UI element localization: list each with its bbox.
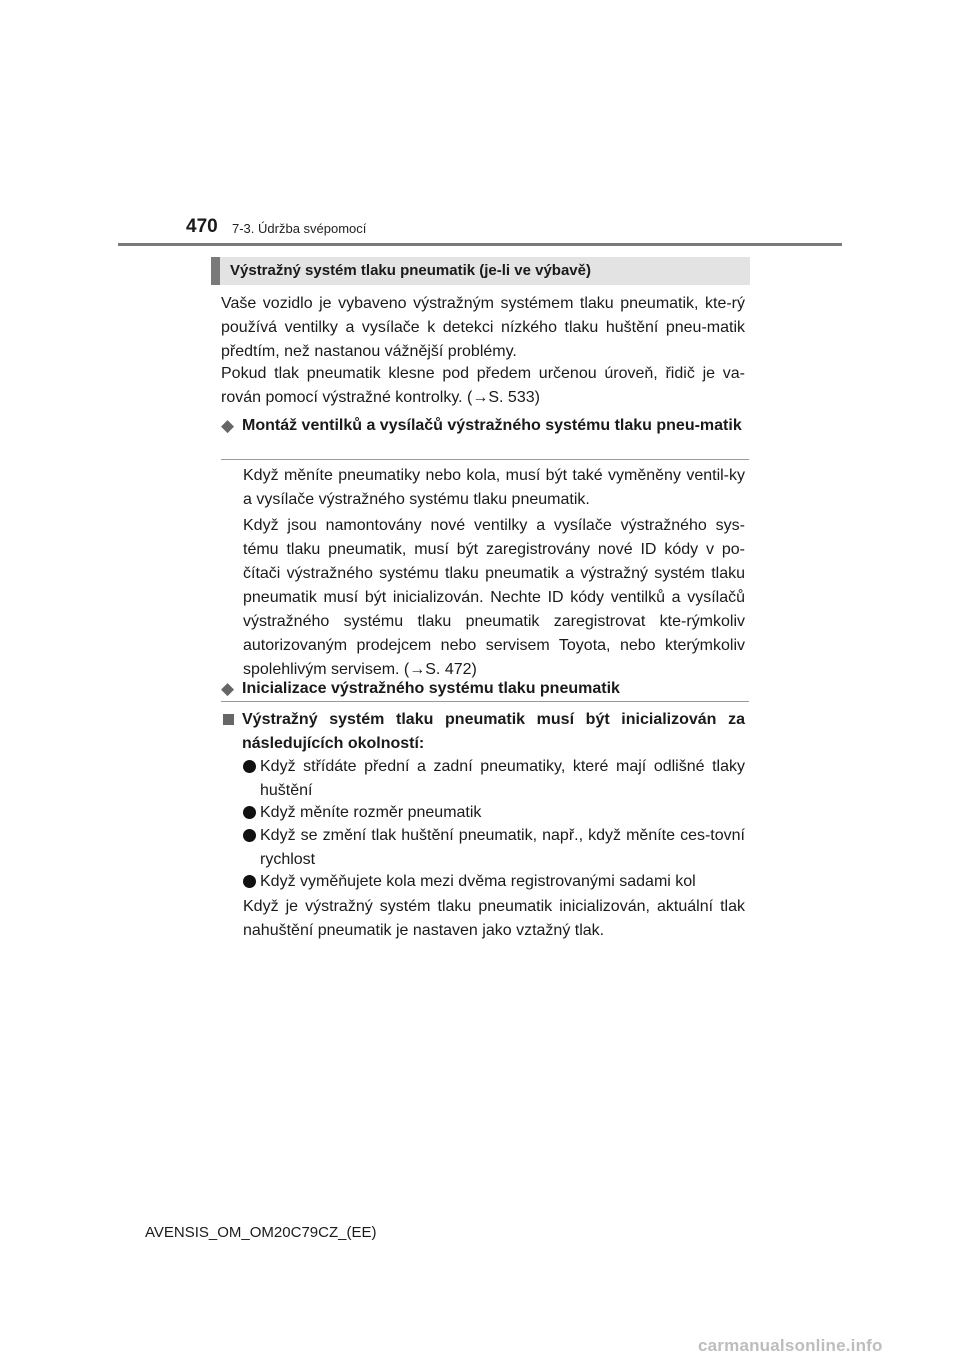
doc-code: AVENSIS_OM_OM20C79CZ_(EE) [145, 1224, 377, 1241]
intro-paragraph-1: Vaše vozidlo je vybaveno výstražným systémem tlaku pneumatik, kte-rý používá ventilky a vysílače k detekci nízkého tlaku huštění pneu-matik předtím, než nastanou vážnější problémy. [221, 295, 745, 360]
init-subheading-text: Výstražný systém tlaku pneumatik musí být inicializován za následujících okolností: [242, 711, 745, 752]
list-item-text: Když vyměňujete kola mezi dvěma registrovanými sadami kol [260, 873, 696, 890]
init-heading [221, 677, 745, 701]
list-item [243, 755, 745, 803]
section-title: 7-3. Údržba svépomocí [232, 221, 367, 236]
init-final-paragraph: Když je výstražný systém tlaku pneumatik inicializován, aktuální tlak nahuštění pneumatik je nastaven jako vztažný tlak. [243, 898, 745, 939]
page-number: 470 [186, 216, 218, 237]
bullet-dot-icon [243, 760, 256, 773]
header-rule [118, 243, 842, 246]
list-item [243, 801, 745, 825]
bullet-dot-icon [243, 875, 256, 888]
box-title: Výstražný systém tlaku pneumatik (je-li ve výbavě) [211, 257, 750, 285]
divider [221, 701, 749, 702]
bullet-dot-icon [243, 806, 256, 819]
diamond-icon: ◆ [221, 679, 235, 698]
list-item-text: Když se změní tlak huštění pneumatik, např., když měníte ces-tovní rychlost [260, 827, 745, 868]
mount-paragraph-2: Když jsou namontovány nové ventilky a vysílače výstražného sys-tému tlaku pneumatik, musí být zaregistrovány nové ID kódy v po-čítači výstražného systému tlaku pneumatik a výstražný systém tlaku pneumatik musí být inicializován. Nechte ID kódy ventilků a vysílačů výstražného systému tlaku pneumatik zaregistrovat kte-rýmkoliv autorizovaným prodejcem nebo servisem Toyota, nebo kterýmkoliv spolehlivým servisem. (→S. 472) [243, 517, 745, 678]
divider [221, 459, 749, 460]
mount-heading-text: Montáž ventilků a vysílačů výstražného systému tlaku pneu-matik [242, 417, 742, 434]
bullet-dot-icon [243, 829, 256, 842]
mount-heading [221, 414, 745, 438]
init-subheading [221, 708, 745, 756]
watermark: carmanualsonline.info [698, 1336, 883, 1355]
list-item [243, 870, 745, 894]
intro-paragraph-2: Pokud tlak pneumatik klesne pod předem určenou úroveň, řidič je va-rován pomocí výstražné kontrolky. (→S. 533) [221, 365, 745, 406]
square-bullet-icon [223, 714, 234, 725]
diamond-icon: ◆ [221, 416, 235, 435]
mount-paragraph-1: Když měníte pneumatiky nebo kola, musí být také vyměněny ventil-ky a vysílače výstražného systému tlaku pneumatik. [243, 467, 745, 508]
init-heading-text: Inicializace výstražného systému tlaku pneumatik [242, 680, 620, 697]
list-item [243, 824, 745, 872]
list-item-text: Když měníte rozměr pneumatik [260, 804, 482, 821]
list-item-text: Když střídáte přední a zadní pneumatiky, které mají odlišné tlaky huštění [260, 758, 745, 799]
